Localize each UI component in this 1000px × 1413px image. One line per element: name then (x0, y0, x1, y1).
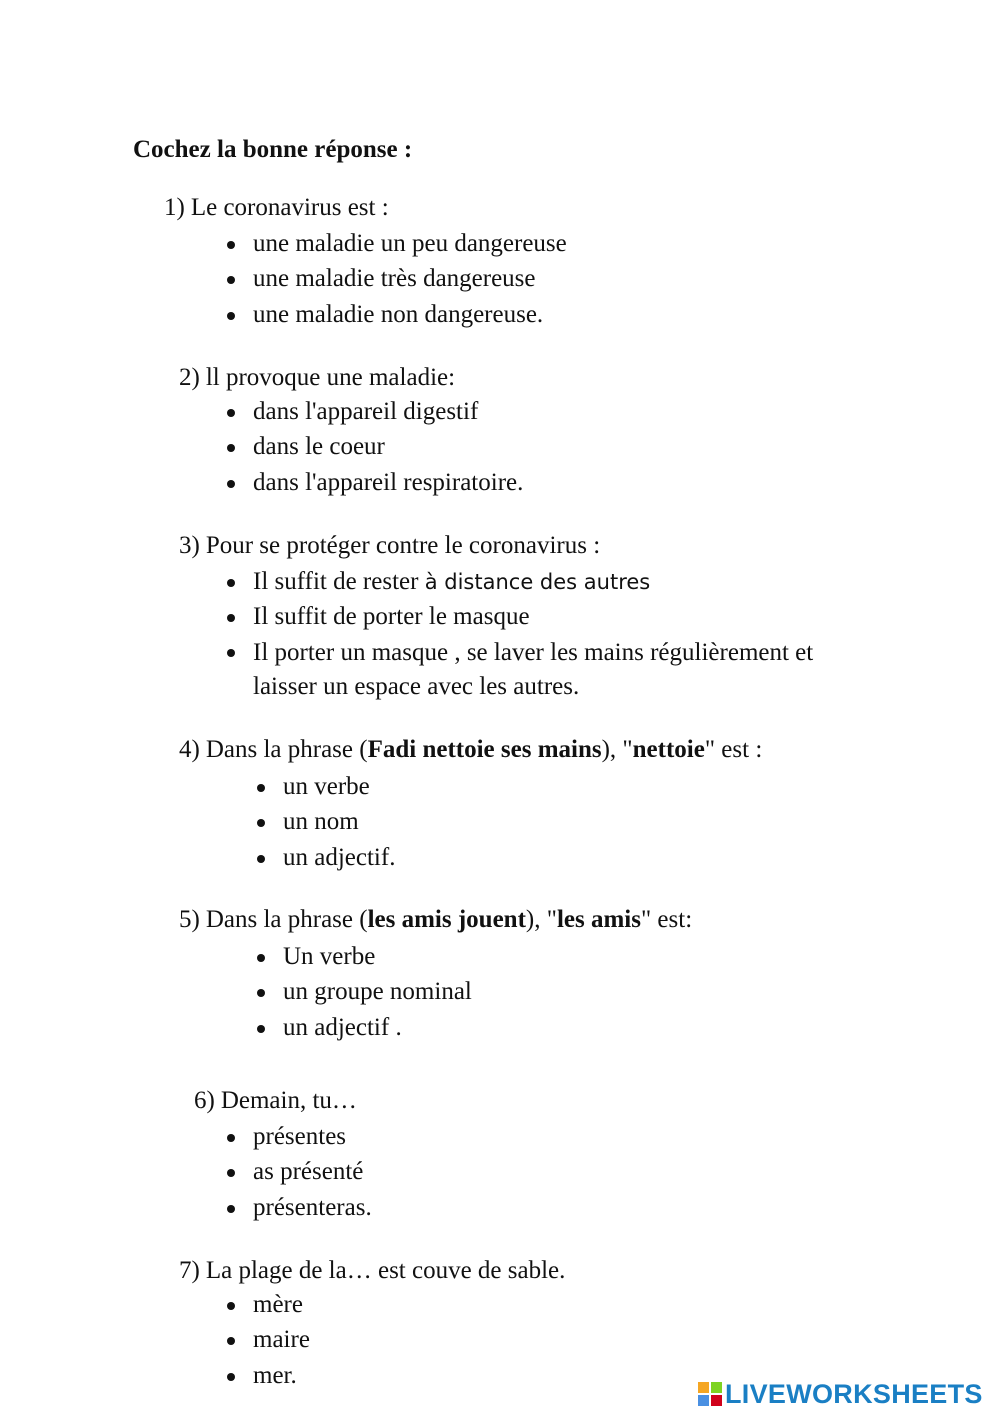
option-item[interactable]: as présenté (253, 1154, 372, 1189)
liveworksheets-logo[interactable] (698, 1376, 983, 1412)
option-item[interactable]: maire (253, 1322, 310, 1357)
question-7-options (253, 1287, 310, 1393)
question-2-options (253, 394, 523, 500)
option-item[interactable]: un adjectif . (283, 1010, 472, 1045)
question-3-options (253, 564, 863, 704)
question-2 (179, 364, 455, 392)
option-text-sans: à distance des autres (424, 570, 651, 594)
question-text: Le coronavirus est : (190, 194, 389, 221)
question-bold-text: les amis jouent (367, 906, 526, 933)
question-bold-text: les amis (556, 906, 641, 933)
option-item[interactable]: Il suffit de porter le masque (253, 599, 863, 634)
question-bold-text: Fadi nettoie ses mains (367, 736, 602, 763)
question-text: " est: (640, 906, 693, 933)
question-7 (179, 1257, 565, 1285)
question-text: " est : (704, 736, 763, 763)
question-number: 7) (179, 1257, 200, 1284)
option-item[interactable]: un verbe (283, 769, 395, 804)
question-5-options (283, 939, 472, 1045)
option-item[interactable]: présentes (253, 1119, 372, 1154)
question-number: 6) (194, 1087, 215, 1114)
instruction-heading: Cochez la bonne réponse : (133, 136, 413, 163)
question-4 (179, 736, 762, 764)
question-6 (194, 1087, 357, 1115)
question-6-options (253, 1119, 372, 1225)
option-item[interactable]: dans l'appareil respiratoire. (253, 465, 523, 500)
question-1 (164, 194, 389, 222)
question-number: 3) (179, 532, 200, 559)
question-text: ll provoque une maladie: (205, 364, 456, 391)
option-text: Il suffit de rester (253, 568, 425, 595)
option-item[interactable]: mère (253, 1287, 310, 1322)
question-number: 1) (164, 194, 185, 221)
question-4-options (283, 769, 395, 875)
question-number: 2) (179, 364, 200, 391)
question-text: Pour se protéger contre le coronavirus : (205, 532, 601, 559)
option-item[interactable]: un adjectif. (283, 840, 395, 875)
option-item[interactable]: dans l'appareil digestif (253, 394, 523, 429)
option-item[interactable]: une maladie un peu dangereuse (253, 226, 567, 261)
question-text: ), " (525, 906, 557, 933)
question-1-options (253, 226, 567, 332)
question-3 (179, 532, 600, 560)
option-item[interactable] (253, 564, 863, 599)
question-number: 4) (179, 736, 200, 763)
question-text: La plage de la… est couve de sable. (205, 1257, 566, 1284)
option-item[interactable]: un groupe nominal (283, 974, 472, 1009)
option-item[interactable]: présenteras. (253, 1190, 372, 1225)
option-item[interactable]: dans le coeur (253, 429, 523, 464)
question-number: 5) (179, 906, 200, 933)
option-item[interactable]: un nom (283, 804, 395, 839)
logo-mark-icon (698, 1382, 722, 1406)
question-5 (179, 906, 692, 934)
question-text: ), " (601, 736, 633, 763)
question-bold-text: nettoie (632, 736, 705, 763)
option-item[interactable]: Il porter un masque , se laver les mains régulièrement et laisser un espace avec les autres. (253, 635, 863, 704)
question-text: Dans la phrase ( (205, 906, 368, 933)
option-item[interactable]: une maladie très dangereuse (253, 261, 567, 296)
option-item[interactable]: mer. (253, 1358, 310, 1393)
question-text: Dans la phrase ( (205, 736, 368, 763)
option-item[interactable]: une maladie non dangereuse. (253, 297, 567, 332)
option-item[interactable]: Un verbe (283, 939, 472, 974)
logo-text: LIVEWORKSHEETS (725, 1378, 983, 1409)
question-text: Demain, tu… (220, 1087, 357, 1114)
